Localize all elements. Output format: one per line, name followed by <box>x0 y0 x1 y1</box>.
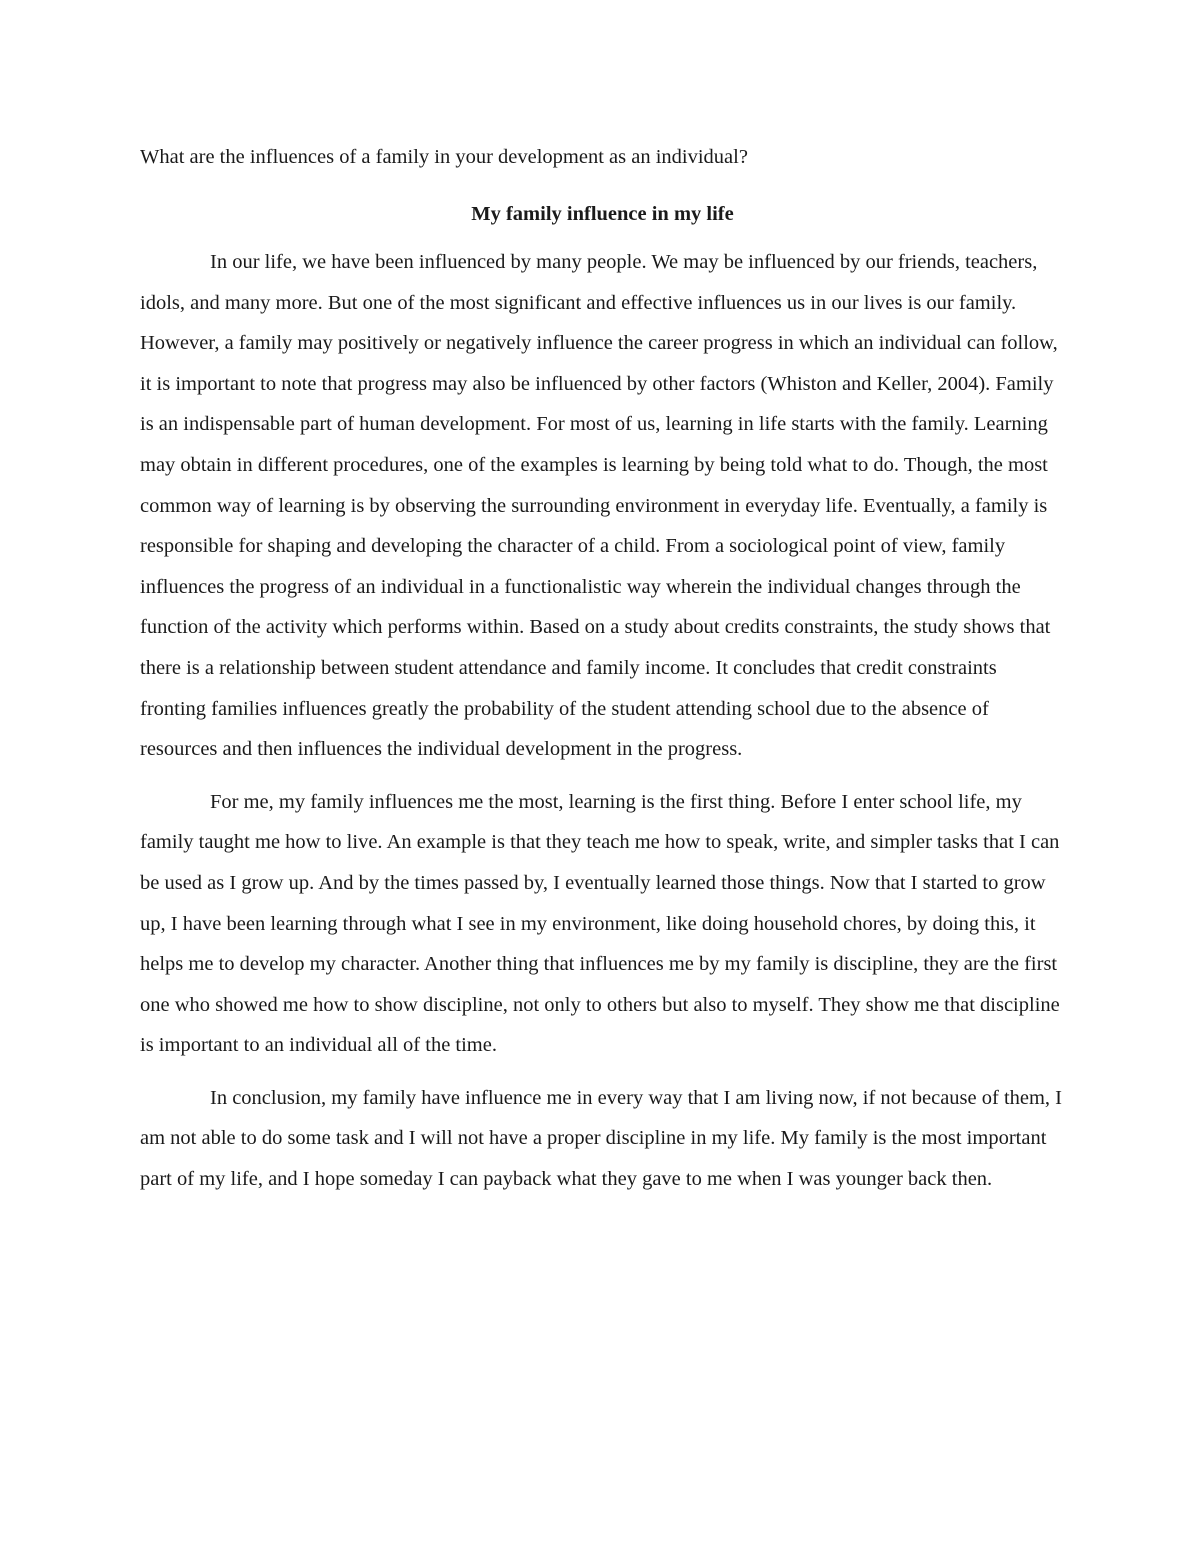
paragraph-conclusion: In conclusion, my family have influence me in every way that I am living now, if not because of them, I am not able to do some task and I will not have a proper discipline in my life. My family is the most important part of my life, and I hope someday I can payback what they gave to me when I was younger back then. <box>140 1086 1063 1191</box>
paragraph-personal-experience: For me, my family influences me the most, learning is the first thing. Before I enter school life, my family taught me how to live. An example is that they teach me how to speak, write, and simpler tasks that I can be used as I grow up. And by the times passed by, I eventually learned those things. Now that I started to grow up, I have been learning through what I see in my environment, like doing household chores, by doing this, it helps me to develop my character. Another thing that influences me by my family is discipline, they are the first one who showed me how to show discipline, not only to others but also to myself. They show me that discipline is important to an individual all of the time. <box>140 790 1060 1057</box>
document-body <box>140 142 1065 1200</box>
paragraph-introduction: In our life, we have been influenced by many people. We may be influenced by our friends, teachers, idols, and many more. But one of the most significant and effective influences us in our lives is our family. However, a family may positively or negatively influence the career progress in which an individual can follow, it is important to note that progress may also be influenced by other factors (Whiston and Keller, 2004). Family is an indispensable part of human development. For most of us, learning in life starts with the family. Learning may obtain in different procedures, one of the examples is learning by being told what to do. Though, the most common way of learning is by observing the surrounding environment in everyday life. Eventually, a family is responsible for shaping and developing the character of a child. From a sociological point of view, family influences the progress of an individual in a functionalistic way wherein the individual changes through the function of the activity which performs within. Based on a study about credits constraints, the study shows that there is a relationship between student attendance and family income. It concludes that credit constraints fronting families influences greatly the probability of the student attending school due to the absence of resources and then influences the individual development in the progress. <box>140 251 1058 761</box>
essay-title: My family influence in my life <box>471 203 734 225</box>
essay-question: What are the influences of a family in your development as an individual? <box>140 146 748 168</box>
